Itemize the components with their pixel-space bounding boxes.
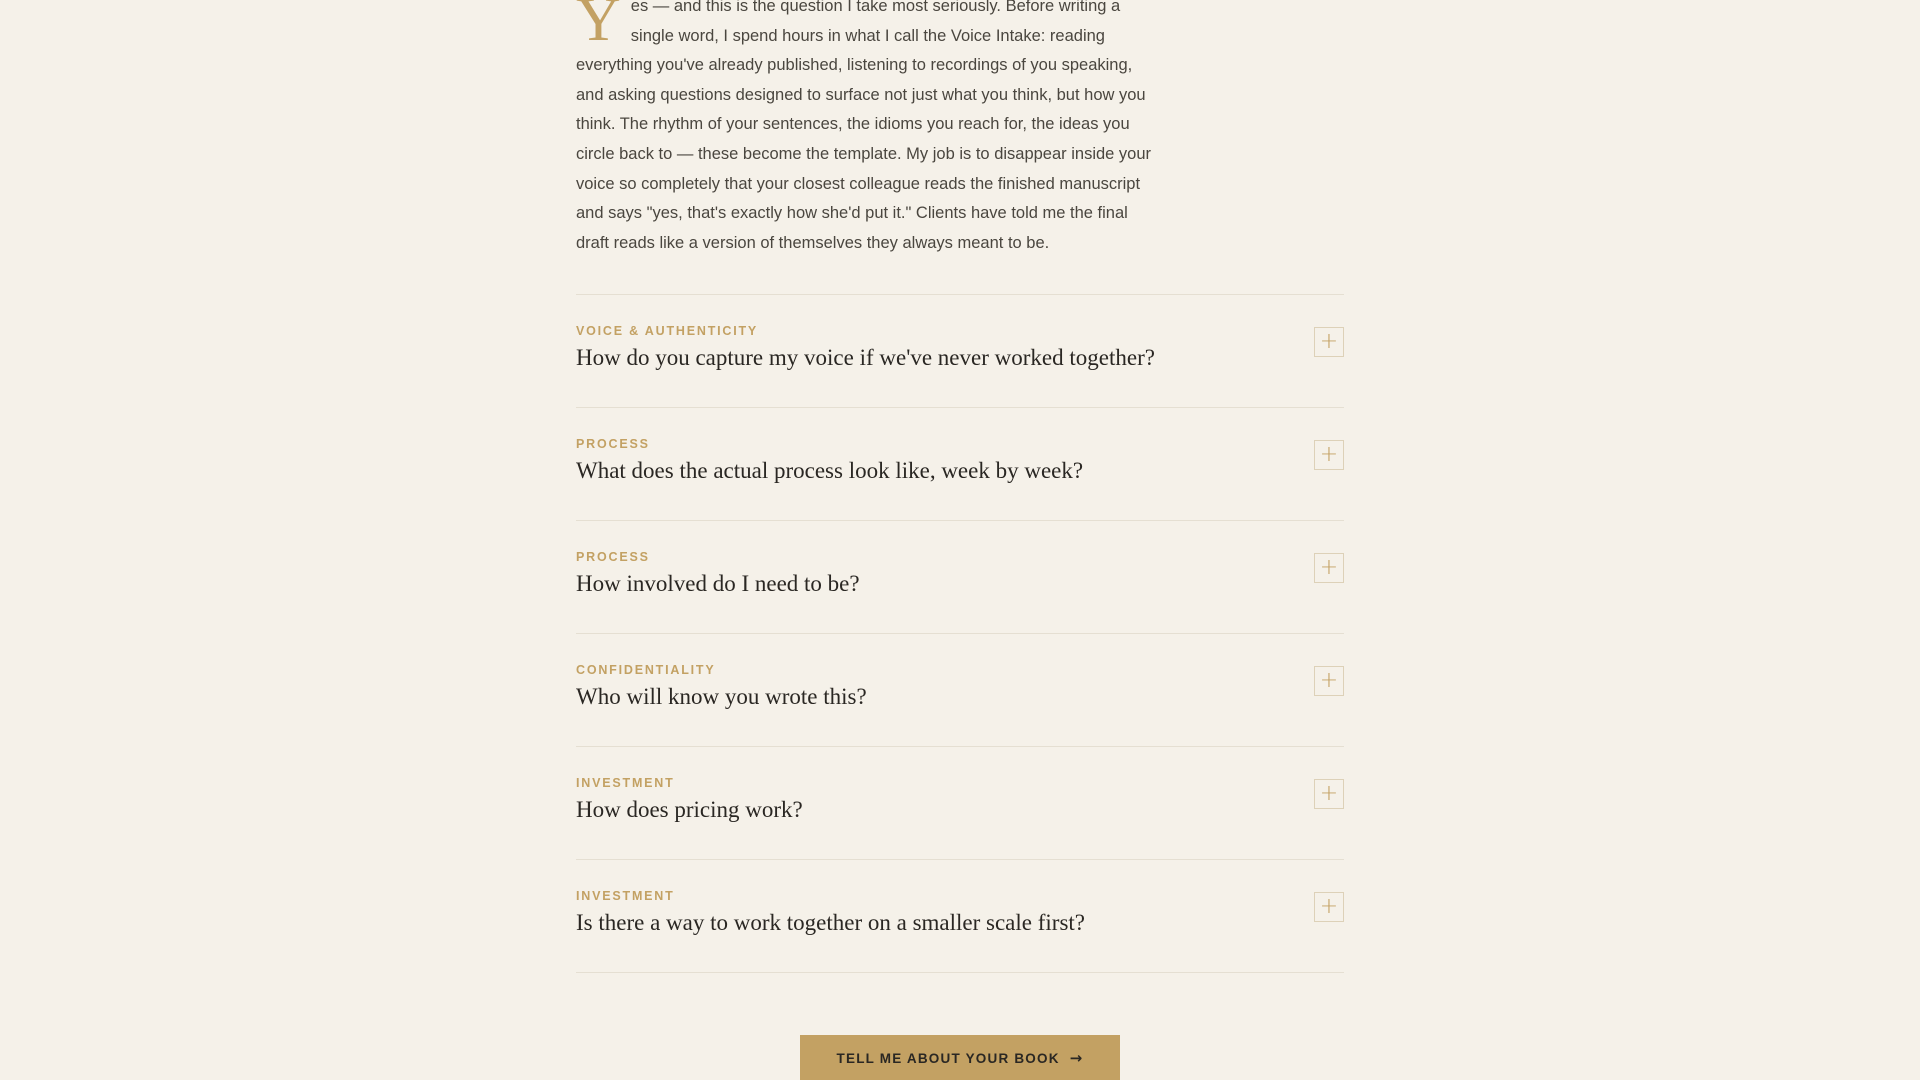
faq-item-involvement[interactable] [576,521,1344,634]
drop-cap: Y [576,0,621,54]
plus-icon[interactable]: + [1314,327,1344,357]
faq-item-smaller-scale[interactable] [576,860,1344,973]
faq-question[interactable]: What does the actual process look like, week by week? [576,458,1084,484]
faq-item-voice[interactable] [576,295,1344,408]
faq-item-confidentiality[interactable] [576,634,1344,747]
faq-question[interactable]: Is there a way to work together on a smaller scale first? [576,910,1085,936]
faq-category: INVESTMENT [576,889,675,904]
faq-category: CONFIDENTIALITY [576,663,716,678]
faq-answer [576,0,1156,258]
faq-item-pricing[interactable] [576,747,1344,860]
faq-section [576,0,1344,1067]
plus-icon[interactable]: + [1314,553,1344,583]
cta-label: TELL ME ABOUT YOUR BOOK [836,1050,1060,1066]
arrow-right-icon: → [1069,1049,1084,1067]
plus-icon[interactable]: + [1314,779,1344,809]
faq-question[interactable]: Who will know you wrote this? [576,684,867,710]
cta-container [576,1035,1344,1080]
faq-category: PROCESS [576,550,650,565]
faq-question[interactable]: How do you capture my voice if we've never worked together? [576,345,1155,371]
faq-answer-text: es — and this is the question I take most seriously. Before writing a single word, I spend hours in what I call the Voice Intake: reading everything you've already published, listening to recordings of you speaking, and asking questions designed to surface not just what you think, but how you think. The rhythm of your sentences, the idioms you reach for, the ideas you circle back to — these become the template. My job is to disappear inside your voice so completely that your closest colleague reads the finished manuscript and says "yes, that's exactly how she'd put it." Clients have told me the final draft reads like a version of themselves they always meant to be. [576,0,1152,252]
faq-question[interactable]: How does pricing work? [576,797,803,823]
tell-me-about-your-book-button[interactable] [800,1035,1120,1080]
plus-icon[interactable]: + [1314,440,1344,470]
plus-icon[interactable]: + [1314,892,1344,922]
faq-item-process-weekly[interactable] [576,408,1344,521]
faq-category: INVESTMENT [576,776,675,791]
plus-icon[interactable]: + [1314,666,1344,696]
faq-list [576,294,1344,973]
faq-question[interactable]: How involved do I need to be? [576,571,860,597]
faq-category: PROCESS [576,437,650,452]
faq-category: VOICE & AUTHENTICITY [576,324,759,339]
